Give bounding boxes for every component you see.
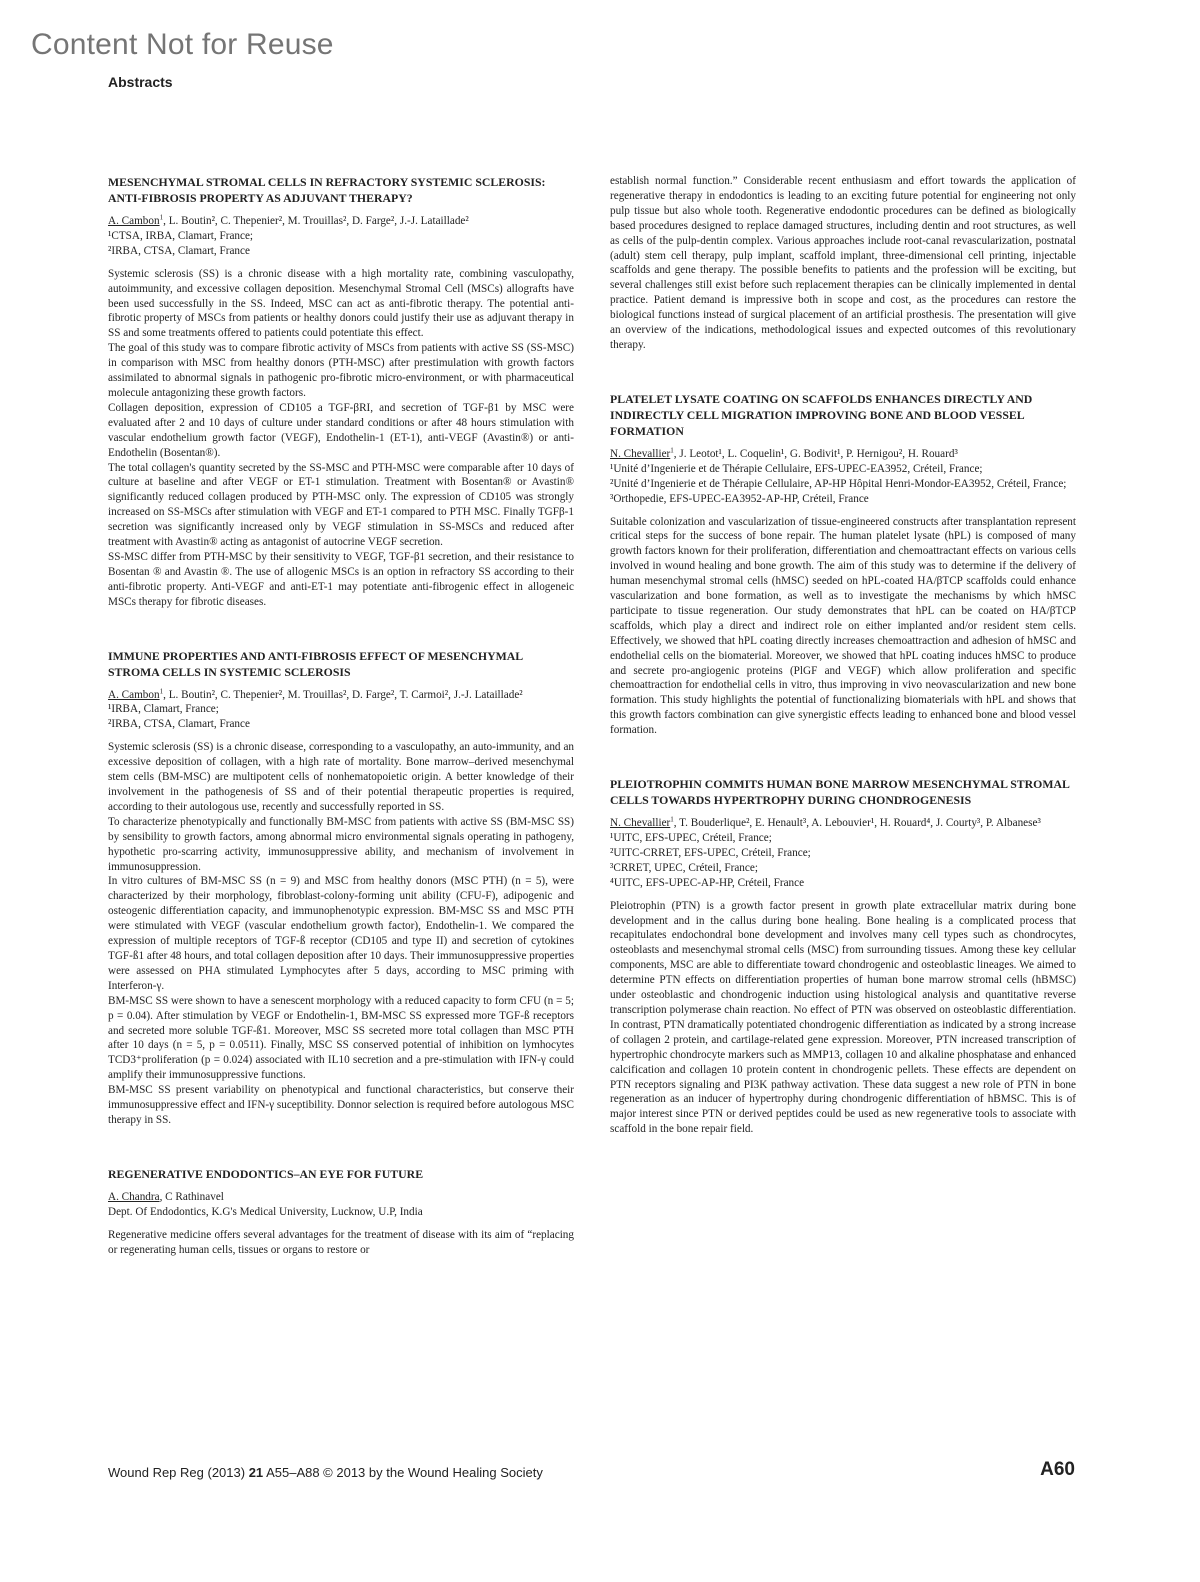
abstract-paragraph: To characterize phenotypically and functionally BM-MSC from patients with active SS (BM-MSC SS) by sensibility to growth factors, among abnormal micro environmental signals operating in pathogeny, hypothetic pro-scarring activity, immunosuppressive ability, and mechanism of involvement in immunosuppression. [108,815,574,873]
citation-volume: 21 [248,1465,264,1480]
citation-prefix: Wound Rep Reg (2013) [108,1465,246,1480]
affiliation: ²Unité d’Ingenierie et de Thérapie Cellulaire, AP-HP Hôpital Henri-Mondor-EA3952, Créteil, France; [610,477,1067,490]
abstract-pleiotrophin [610,776,1076,1137]
abstract-paragraph: Systemic sclerosis (SS) is a chronic disease with a high mortality rate, combining vasculopathy, autoimmunity, and excessive collagen deposition. Mesenchymal Stromal Cell (MSCs) allografts have been used successfully in the SS. Indeed, MSC can act as anti-fibrotic therapy. The potential anti-fibrotic property of MSCs from patients or healthy donors could justify their use as adjuvant therapy in SS and some treatments offered to patients could potentiate this effect. [108,267,574,340]
watermark: Content Not for Reuse [31,28,334,61]
journal-citation [108,1465,543,1480]
affiliation: ²IRBA, CTSA, Clamart, France [108,718,250,731]
abstract-paragraph: The goal of this study was to compare fibrotic activity of MSCs from patients with active SS (SS-MSC) in comparison with MSC from healthy donors (PTH-MSC) after prestimulation with growth factors assimilated to abnormal signals in pathogenic pro-fibrotic micro-environment, or with pharmaceutical molecule antagonizing these growth factors. [108,342,574,399]
author-sup: 1 [159,213,164,222]
abstract-platelet-lysate [610,391,1076,738]
abstract-immune-properties [108,648,574,1128]
affiliation: ²UITC-CRRET, EFS-UPEC, Créteil, France; [610,846,811,859]
presenting-author: N. Chevallier [610,447,671,460]
presenting-author: N. Chevallier [610,817,671,830]
abstract-title: MESENCHYMAL STROMAL CELLS IN REFRACTORY SYSTEMIC SCLEROSIS: ANTI-FIBROSIS PROPERTY AS ADJUVANT THERAPY? [108,175,546,205]
co-authors: , C Rathinavel [159,1190,224,1203]
presenting-author: A. Cambon [108,688,160,701]
page-number: A60 [1040,1459,1075,1480]
abstract-title: REGENERATIVE ENDODONTICS–AN EYE FOR FUTURE [108,1166,424,1181]
abstract-title: PLEIOTROPHIN COMMITS HUMAN BONE MARROW MESENCHYMAL STROMAL CELLS TOWARDS HYPERTROPHY DURING CHONDROGENESIS [610,777,1070,808]
abstract-continuation [610,174,1076,353]
left-column [108,174,574,1295]
author-sup: 1 [670,815,674,824]
abstract-paragraph: Systemic sclerosis (SS) is a chronic disease, corresponding to a vasculopathy, an auto-immunity, and an excessive deposition of collagen, with a high rate of mortality. Bone marrow–derived mesenchymal stem cells (BM-MSC) are multipotent cells of nonhematopoietic origin. A better knowledge of their involvement in the pathogenesis of SS and of their potential therapeutic properties is required, according to their autologous use, recently and successfully reported in SS. [108,741,574,813]
affiliations [108,229,574,259]
abstract-title: IMMUNE PROPERTIES AND ANTI-FIBROSIS EFFECT OF MESENCHYMAL STROMA CELLS IN SYSTEMIC SCLEROSIS [108,648,523,679]
affiliation: ⁴UITC, EFS-UPEC-AP-HP, Créteil, France [610,876,805,889]
abstract-regenerative-endodontics [108,1166,574,1258]
presenting-author: A. Cambon [108,215,160,227]
abstract-paragraph: Suitable colonization and vascularization of tissue-engineered constructs after transplantation represent critical steps for the success of bone repair. The human platelet lysate (hPL) is composed of many growth factors known for their proliferation, differentiation and chemoattractant effects on various cells involved in wound healing and bone growth. The aim of this study was to determine if the delivery of human mesenchymal stromal cells (hMSC) seeded on hPL-coated HA/βTCP scaffolds could enhance vascularization and bone formation, as well as to investigate the mechanisms by which hMSC participate to tissue regeneration. Our study demonstrates that hPL can be coated on HA/βTCP scaffolds, which play a direct and indirect role on either implanted and/or resident stem cells. Effectively, we showed that hPL coating directly increases chemoattraction and adhesion of hMSC and endothelial cells on the biomaterial. Moreover, we showed that hPL coating induces hMSC to produce and secrete pro-angiogenic proteins (PlGF and VEGF) which allow proliferation and specific chemoattraction for endothelial cells in vitro, thus improving in vivo neovascularization and new bone formation. This study highlights the potential of functionalizing biomaterials with hPL and shows that this growth factors combination can give synergistic effects leading to enhanced bone and blood vessel formation. [610,515,1076,737]
section-label: Abstracts [108,74,173,90]
abstract-paragraph: Pleiotrophin (PTN) is a growth factor present in growth plate extracellular matrix during bone development and in the callus during bone healing. Bone healing is a complicated process that recapitulates endochondral bone development and involves many cell types such as chondrocytes, osteoblasts and mesenchymal stromal cells (MSC) from surrounding tissues. Among these key cellular components, MSC are able to differentiate toward chondrogenic and osteoblastic lineages. We aimed to determine PTN effects on differentiation properties of human bone marrow stromal cells (hBMSC) under osteoblastic and chondrogenic induction using histological analysis and quantitative reverse transcription polymerase chain reaction. No effect of PTN was observed on osteoblastic differentiation. In contrast, PTN dramatically potentiated chondrogenic differentiation as indicated by a strong increase of collagen 2 protein, and cartilage-related gene expression. Moreover, PTN increased transcription of hypertrophic chondrocyte markers such as MMP13, collagen 10 and alkaline phosphatase and enhanced calcification and collagen 10 protein content in chondrogenic pellets. These effects are dependent on PTN receptors signaling and PI3K pathway activation. These data suggest a new role of PTN in bone regeneration as an inducer of hypertrophy during chondrogenic differentiation of hBMSC. This is of major interest since PTN or derived peptides could be used as new regenerative tools to associate with scaffold in the bone repair field. [610,899,1076,1136]
abstract-paragraph: Regenerative medicine offers several advantages for the treatment of disease with its aim of “replacing or regenerating human cells, tissues or organs to restore or [108,1228,574,1256]
abstract-paragraph: BM-MSC SS were shown to have a senescent morphology with a reduced capacity to form CFU (n = 5; p = 0.04). After stimulation by VEGF or Endothelin-1, BM-MSC SS expressed more TGF-ß receptors and secreted more soluble TGF-ß1. Moreover, MSC SS secreted more total collagen than MSC PTH after 10 days (n = 5, p = 0.0511). Finally, MSC SS conserved potential of inhibition on lymhocytes TCD3⁺proliferation (p = 0.024) associated with IL10 secretion and a pre-stimulation with IFN-γ could amplify their immunosuppressive functions. [108,994,574,1082]
affiliations [108,1205,574,1220]
co-authors: , T. Bouderlique², E. Henault³, A. Lebouvier¹, H. Rouard⁴, J. Courty³, P. Albanese³ [673,817,1041,830]
co-authors: , L. Boutin², C. Thepenier², M. Trouillas², D. Farge², J.-J. Lataillade² [163,215,469,227]
presenting-author: A. Chandra [108,1190,160,1203]
affiliation: ²IRBA, CTSA, Clamart, France [108,244,250,257]
abstract-authors [610,816,1076,831]
abstract-mesenchymal-refractory-ss [108,174,574,610]
abstract-paragraph: SS-MSC differ from PTH-MSC by their sensitivity to VEGF, TGF-β1 secretion, and their resistance to Bosentan ® and Avastin ®. The use of allogenic MSCs is an option in refractory SS according to their anti-fibrotic property. Anti-VEGF and anti-ET-1 may potentiate anti-fibrogenic effect in allogeneic MSCs therapy for fibrotic diseases. [108,550,574,608]
abstract-title: PLATELET LYSATE COATING ON SCAFFOLDS ENHANCES DIRECTLY AND INDIRECTLY CELL MIGRATION IMPROVING BONE AND BLOOD VESSEL FORMATION [610,391,1033,438]
affiliation: ¹CTSA, IRBA, Clamart, France; [108,229,254,242]
abstract-paragraph: BM-MSC SS present variability on phenotypical and functional characteristics, but conserve their immunosuppressive effect and IFN-γ suceptibility. Donnor selection is required before autologous MSC therapy in SS. [108,1084,574,1126]
co-authors: , L. Boutin², C. Thepenier², M. Trouillas², D. Farge², T. Carmoi², J.-J. Lataillade² [163,688,523,701]
affiliation: Dept. Of Endodontics, K.G's Medical University, Lucknow, U.P, India [108,1205,423,1218]
abstract-authors [610,447,1076,462]
abstract-paragraph: Collagen deposition, expression of CD105 a TGF-βRI, and secretion of TGF-β1 by MSC were evaluated after 2 and 10 days of culture under standard conditions or after 48 hours stimulation with vascular endothelium growth factor (VEGF), Endothelin-1 (ET-1), anti-VEGF (Avastin®) or anti-Endothelin (Bosentan®). [108,401,574,459]
author-sup: 1 [670,446,674,455]
affiliations [610,831,1076,891]
abstract-authors [108,1190,574,1205]
affiliation: ³Orthopedie, EFS-UPEC-EA3952-AP-HP, Créteil, France [610,492,869,505]
abstract-paragraph: In vitro cultures of BM-MSC SS (n = 9) and MSC from healthy donors (MSC PTH) (n = 5), were characterized by their morphology, fibroblast-colony-forming unit ability (CFU-F), adipogenic and osteogenic differentiation capacity, and immunophenotypic expression. BM-MSC SS and MSC PTH were stimulated with VEGF (vascular endothelium growth factor), Endothelin-1. We compared the expression of multiple receptors of TGF-ß receptor (CD105 and type II) and secretion of cytokines TGF-ß1 after 48 hours, and total collagen deposition after 10 days. Their immunosuppressive properties were assessed on PHA stimulated Lymphocytes after 5 days, according to MSC priming with Interferon-γ. [108,875,574,992]
affiliations [610,462,1076,507]
affiliation: ¹Unité d’Ingenierie et de Thérapie Cellulaire, EFS-UPEC-EA3952, Créteil, France; [610,462,983,475]
co-authors: , J. Leotot¹, L. Coquelin¹, G. Bodivit¹, P. Hernigou², H. Rouard³ [673,447,958,460]
affiliation: ¹IRBA, Clamart, France; [108,703,219,716]
continued-paragraph: establish normal function.” Considerable recent enthusiasm and effort towards the application of regenerative therapy in endodontics is leading to an exciting future potential for engineering not only pulp tissue but also whole tooth. Regenerative endodontic procedures can be defined as biologically based procedures designed to replace damaged structures, including dentin and root structures, as well as cells of the pulp-dentin complex. Various approaches include root-canal revascularization, postnatal (adult) stem cell therapy, pulp implant, scaffold implant, three-dimensional cell printing, injectable scaffolds and gene therapy. The possible benefits to patients and the profession will be exciting, but several challenges still exist before such replacement therapies can be clinically implemented in dental practice. Patient demand is impressive both in scope and cost, as the procedures can restore the biological functions instead of surgical placement of an artificial prosthesis. The presentation will give an overview of the indications, methodological issues and expected outcomes of this revolutionary therapy. [610,175,1076,351]
abstract-paragraph: The total collagen's quantity secreted by the SS-MSC and PTH-MSC were comparable after 10 days of culture at baseline and after VEGF or ET-1 stimulation. Treatment with Bosentan® or Avastin® significantly reduced collagen produced by PTH-MSC only. The expression of CD105 was strongly increased on SS-MSCs after stimulation with VEGF and ET-1 compared to PTH MSC. Finally TGFβ-1 secretion was significantly increased only by VEGF stimulation in SS-MSCs and reduced after treatment with Avastin® acting as antagonist of autocrine VEGF secretion. [108,461,574,549]
author-sup: 1 [159,686,164,695]
affiliations [108,702,574,732]
affiliation: ³CRRET, UPEC, Créteil, France; [610,861,758,874]
citation-suffix: A55–A88 © 2013 by the Wound Healing Society [266,1465,543,1480]
affiliation: ¹UITC, EFS-UPEC, Créteil, France; [610,832,772,844]
abstract-authors [108,688,574,703]
abstract-authors [108,214,574,229]
right-column [610,174,1076,1175]
